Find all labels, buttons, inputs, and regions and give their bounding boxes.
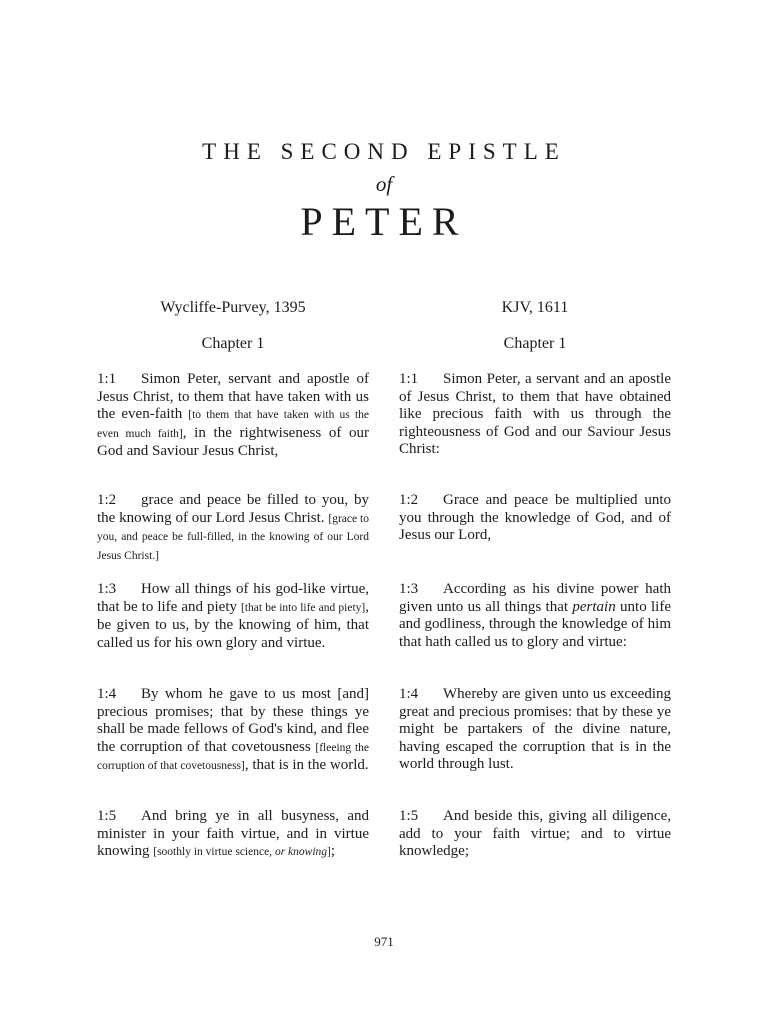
verse-text: Simon Peter, a servant and an apostle of Jesus Christ, to them that have obtained like precious faith with us through the righteousness of God and our Saviour Jesus Christ:	[399, 371, 671, 457]
verse-note-close: ]	[327, 846, 331, 858]
verse	[399, 808, 671, 861]
verse	[97, 492, 369, 565]
verse-text: How all things of his god-like virtue, that be to life and piety	[97, 581, 369, 615]
column-heading: KJV, 1611	[501, 299, 569, 316]
verse-text: Whereby are given unto us exceeding great and precious promises: that by these ye might be partakers of the divine nature, having escaped the corruption that is in the world through lust.	[399, 686, 671, 772]
verse-text: And bring ye in all busyness, and minister in your faith virtue, and in virtue knowing	[97, 808, 369, 859]
verse-number: 1:1	[399, 371, 419, 387]
chapter-heading: Chapter 1	[503, 335, 567, 352]
chapter-heading: Chapter 1	[201, 335, 265, 352]
epistle-title	[0, 138, 768, 246]
verse-note-italic: or knowing	[274, 846, 328, 858]
kjv-column	[399, 298, 671, 859]
title-of: of	[375, 172, 393, 196]
title-line: THE SECOND EPISTLE	[202, 139, 566, 164]
book-title: PETER	[300, 199, 468, 244]
verse	[97, 686, 369, 776]
verse-note: [that be into life and piety]	[241, 601, 366, 614]
page-number: 971	[374, 934, 394, 949]
verse-number: 1:4	[399, 686, 419, 702]
verse-text: And beside this, giving all diligence, add to your faith virtue; and to virtue knowledge;	[399, 808, 671, 859]
verse-text: Grace and peace be multiplied unto you through the knowledge of God, and of Jesus our Lord,	[399, 492, 671, 543]
verse-number: 1:3	[399, 581, 419, 597]
verse-text-tail: unto life and godliness, through the knowledge of him that hath called us to glory and virtue:	[399, 598, 671, 650]
verse	[399, 686, 671, 774]
verse-text: Simon Peter, servant and apostle of Jesus Christ, to them that have taken with us the even-faith	[97, 371, 369, 422]
wycliffe-column	[97, 298, 370, 859]
verse-number: 1:4	[97, 686, 117, 702]
verse-text-tail: , be given to us, by the knowing of him, that called us for his own glory and virtue.	[97, 598, 369, 651]
verse-note: [grace to you, and peace be full-filled, in the knowing of our Lord Jesus Christ.]	[97, 512, 369, 562]
verse-number: 1:3	[97, 581, 117, 597]
verse-note: [soothly in virtue science,	[153, 846, 275, 858]
verse	[399, 371, 671, 459]
verse-number: 1:2	[97, 492, 117, 508]
verse-number: 1:5	[97, 808, 117, 824]
verse-text: grace and peace be filled to you, by the knowing of our Lord Jesus Christ.	[97, 492, 369, 526]
column-heading: Wycliffe-Purvey, 1395	[160, 299, 306, 316]
verse-text: According as his divine power hath given unto us all things that	[399, 581, 671, 615]
verse	[97, 371, 369, 461]
verse-number: 1:2	[399, 492, 419, 508]
verse-note: [to them that have taken with us the even much faith]	[97, 409, 369, 440]
verse	[399, 581, 671, 651]
verse-number: 1:1	[97, 371, 117, 387]
verse	[97, 808, 369, 862]
verse-text-tail: , in the rightwiseness of our God and Saviour Jesus Christ,	[97, 424, 370, 459]
verse-text: By whom he gave to us most [and] precious promises; that by these things ye shall be made fellows of God's kind, and flee the corruption of that covetousness	[97, 686, 369, 755]
verse-text-tail: , that is in the world.	[244, 757, 369, 773]
verse-number: 1:5	[399, 808, 419, 824]
verse	[399, 492, 671, 545]
verse	[97, 581, 369, 652]
verse-note: [fleeing the corruption of that covetousness]	[97, 741, 369, 772]
verse-text-tail: ;	[330, 843, 336, 859]
verse-italic-word: pertain	[572, 598, 616, 615]
